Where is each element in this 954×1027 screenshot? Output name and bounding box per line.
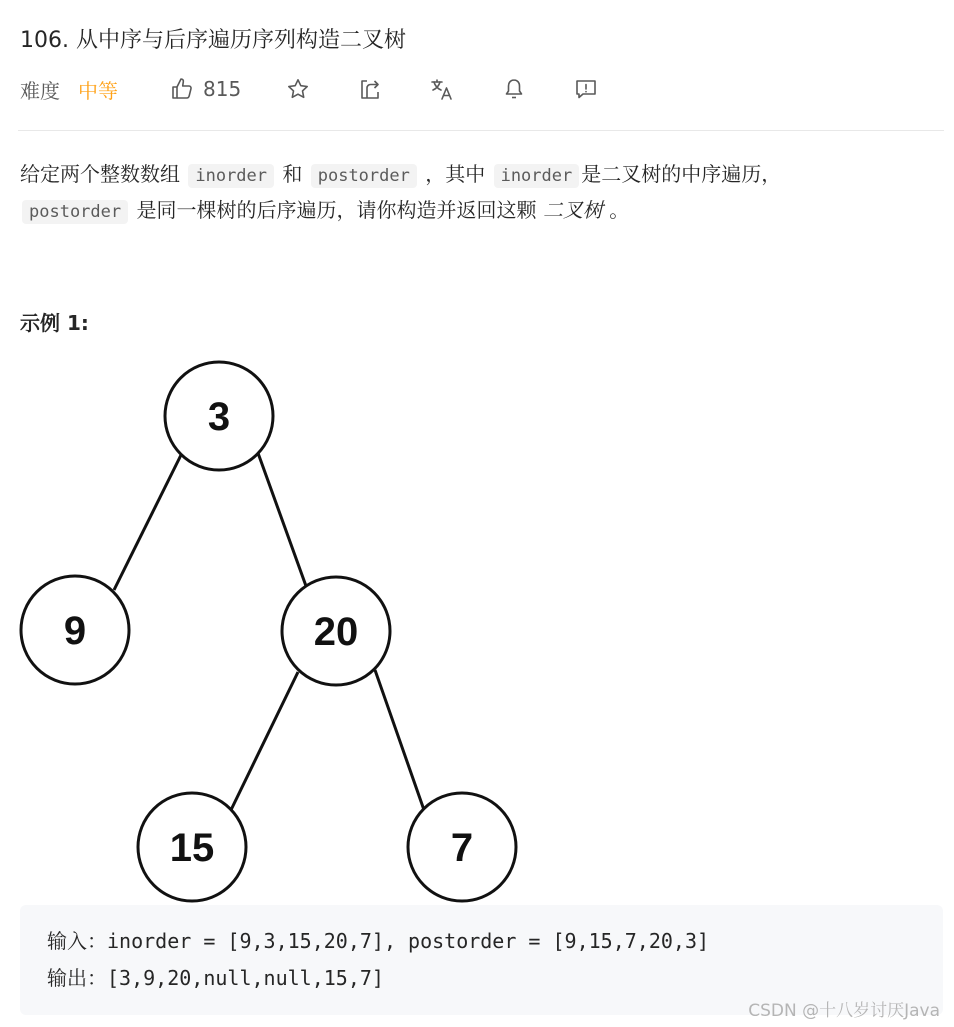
star-icon — [286, 77, 310, 101]
description-text: 是二叉树的中序遍历， — [581, 162, 782, 186]
description-emphasis: 二叉树 — [542, 198, 603, 222]
tree-node-right-left — [138, 793, 246, 901]
tree-node-label: 20 — [313, 610, 359, 654]
tree-edge — [258, 453, 306, 586]
description-text: 。 — [609, 198, 630, 222]
tree-node-label: 15 — [169, 826, 215, 870]
like-button[interactable] — [167, 72, 241, 106]
problem-toolbar — [20, 72, 640, 106]
thumbs-up-icon — [167, 72, 197, 106]
tree-node-label: 9 — [63, 609, 87, 653]
inline-code: postorder — [22, 200, 128, 224]
inline-code: postorder — [311, 164, 417, 188]
tree-node-label: 7 — [450, 826, 474, 870]
divider — [18, 130, 944, 131]
inline-code: inorder — [188, 164, 274, 188]
translate-icon — [430, 77, 454, 101]
tree-node-root — [165, 362, 273, 470]
problem-title: 106. 从中序与后序遍历序列构造二叉树 — [20, 28, 406, 53]
tree-node-left — [21, 576, 129, 684]
description-text: ，其中 — [425, 162, 486, 186]
tree-edge — [114, 453, 182, 590]
tree-edge — [375, 670, 424, 810]
binary-tree-diagram — [0, 355, 530, 903]
share-button[interactable] — [355, 72, 385, 106]
subscribe-button[interactable] — [499, 72, 529, 106]
like-count: 815 — [203, 77, 242, 101]
difficulty-badge: 中等 — [78, 78, 118, 103]
example-output: 输出：[3,9,20,null,null,15,7] — [47, 966, 384, 990]
feedback-button[interactable] — [571, 72, 601, 106]
example-input: 输入：inorder = [9,3,15,20,7], postorder = [9,15,7,20,3] — [47, 929, 710, 953]
favorite-button[interactable] — [283, 72, 313, 106]
description-text: 和 — [282, 162, 303, 186]
problem-description — [20, 157, 920, 229]
description-text: 给定两个整数数组 — [20, 162, 180, 186]
share-icon — [358, 77, 382, 101]
difficulty-label: 难度 — [20, 78, 60, 103]
watermark: CSDN @十八岁讨厌Java — [748, 1001, 940, 1021]
difficulty — [20, 72, 118, 106]
tree-node-right-right — [408, 793, 516, 901]
inline-code: inorder — [494, 164, 580, 188]
feedback-icon — [574, 77, 598, 101]
bell-icon — [502, 77, 526, 101]
tree-node-right — [282, 577, 390, 685]
description-text: 是同一棵树的后序遍历，请你构造并返回这颗 — [136, 198, 537, 222]
example-title: 示例 1: — [20, 311, 89, 335]
tree-node-label: 3 — [207, 395, 231, 439]
translate-button[interactable] — [427, 72, 457, 106]
tree-edge — [230, 672, 298, 812]
